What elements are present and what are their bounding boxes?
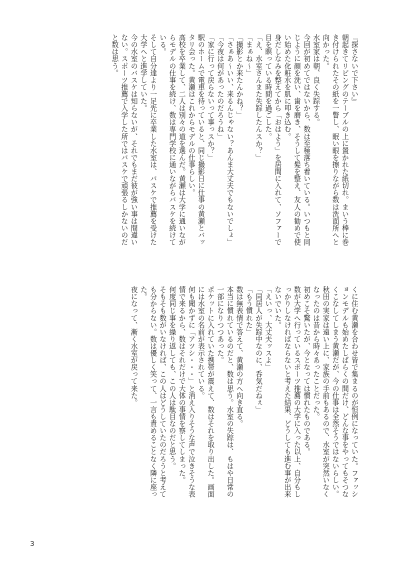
paragraph: ポケットに入れていた携帯が震えて、数はそれを取り出した。画面には水室の名前が表示されている。	[196, 286, 215, 498]
lower-text-block	[32, 286, 358, 498]
paragraph: 何度同じ事を繰り返しても、この人は駄目なのだと思う。	[167, 286, 176, 470]
paragraph: 駅のホームで電車を待っていると、同じ撮影日に仕事の黄瀬とバッタリ会った。黄瀬はこれからモデルの仕事らしい。	[186, 34, 205, 246]
paragraph: 「え、水室さんまた失踪したんスか？」	[254, 34, 263, 161]
page-number: 3	[30, 540, 35, 548]
paragraph: 「同居人が失踪中なのに、呑気だねぇ」	[254, 286, 263, 413]
upper-text-block	[32, 34, 358, 246]
paragraph: 初めこそ驚いたが、今となっては慣れたものである。	[302, 286, 311, 456]
paragraph: 本当に慣れているのだと、数は思う。水室の失踪は、もはや日常の一部になりつつあった。	[215, 286, 234, 498]
paragraph: 『探さないで下さい』	[350, 34, 358, 105]
paragraph: 数が大学へ行っているスポーツ推薦の大学に入った以上、自分もしっかりしなければならないと考えた結果、どうしても進む事が出来ないでいた。	[273, 286, 301, 498]
paragraph: 朝起きてリビングのテーブルの上に置かれた紙切れ。まいう棒に巻き付けられたその紙を一瞥し、眠い眼を擦りながら数は洗面所へと向かった。	[321, 34, 349, 246]
paragraph: 数は無表情で答えて、黄瀬の方へ向き直る。	[234, 286, 243, 427]
paragraph: 何も聞かずに「アツシ・・・」と消え入りそうな声で泣きそうな表情で来るから、数はそれだけで大体の事情を察してしまった。	[177, 286, 195, 498]
paragraph: 「もう慣れた」	[244, 286, 253, 336]
paragraph: 「撮影とか来たんかね？」	[234, 34, 243, 119]
paragraph: そもそも数がいなければ、この人はどうしていたのだろうと考えても分からない。数は優しく笑って、一言も責めることなく隣に座った。	[138, 286, 167, 498]
paragraph: 水室家は朝、良く失踪する。	[311, 34, 320, 126]
paragraph: 「家に行って戻らないって事っスか？」	[206, 34, 215, 161]
paragraph: 「えいっ、大丈夫ッスよ」	[263, 286, 272, 371]
paragraph: 「まぁね〜」	[244, 34, 253, 77]
paragraph: 「今夜は何があったのだろうね」	[215, 34, 224, 140]
paragraph: そして自分達より一足先に卒業した水室は、バスケで推薦を受けた大学へと進学していた。	[138, 34, 157, 246]
paragraph: 今の水室のバスケは知らないが、それでもまだ彼が強い事は間違いない。スポーツ推薦で入学した所ではバスケで頑張るしかないのだと数は思う。	[110, 34, 138, 246]
paragraph: 夜になって、漸く水室が戻って来た。	[129, 286, 138, 406]
paragraph: 身だしなみを整えてから「おはよう」を居間に入れて、ソファーで目を瞑っている時間を過ごした。	[263, 34, 282, 246]
paragraph: 「さぁあ〜いい、来るんじゃない？あんま大丈夫でもないでしょ」	[225, 34, 234, 246]
paragraph: くに住む黄瀬を合わせ皆で集まるのが恒例になっていた。ファッションモデルも始めたしばらくの間だけ、どんな事をやってもそつなくこなしてしまう黄瀬だが、今の仕事は全然そうではないらしい。	[330, 286, 358, 498]
paragraph: 秋田の実家は遠い上に、家族の手前もあるので、水室が突然いなくなったのは昔から時々あったことだった。	[311, 286, 330, 498]
paragraph: 今回が初めてではないから、数は至極落ち着いている。いつもと同じように顔を洗い、歯を磨き、そうして髪を整え、友人の勧めで使い始めた化粧水を肌に叩き込む。	[282, 34, 311, 246]
paragraph: 高校を卒業して、二人は別々の道を選んだ。黄瀬は大学に通いながらモデルの仕事を続け、数は専門学校に通いながらバスケを続けている。	[158, 34, 186, 246]
